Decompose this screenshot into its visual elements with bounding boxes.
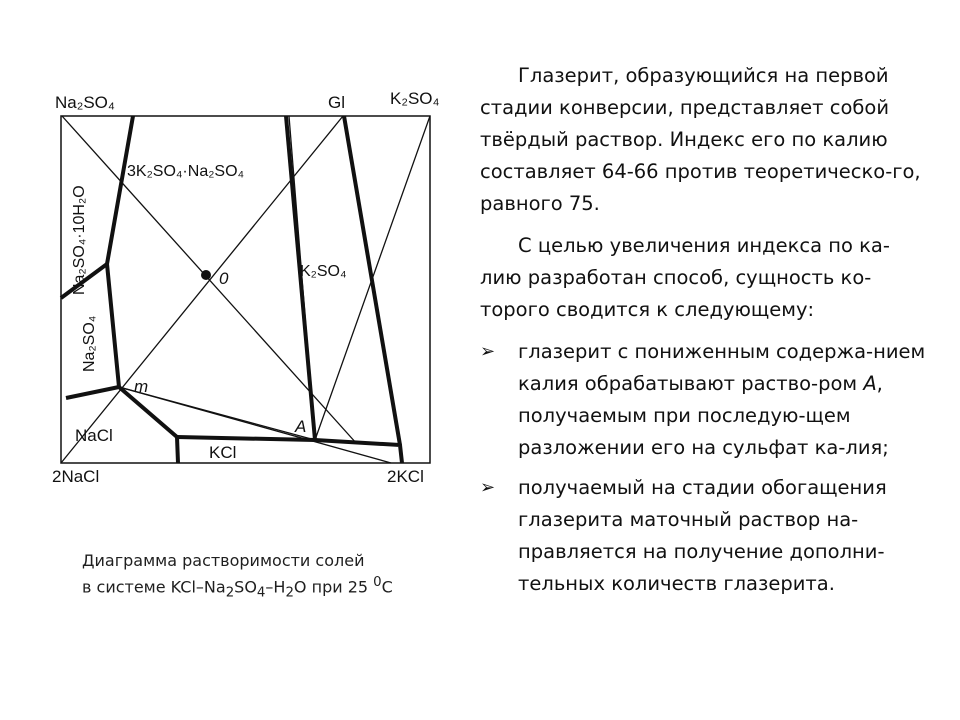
corner-label-na2so4: Na₂SO₄ [55, 93, 115, 112]
corner-label-2kcl: 2KCl [387, 467, 424, 486]
paragraph-method: С целью увеличения индекса по ка-лию разработан способ, сущность ко-торого сводится к следующему: [480, 234, 890, 321]
point-label-a: A [295, 417, 307, 436]
point-label-m: m [134, 377, 149, 396]
bullet-item-1 [480, 336, 930, 464]
caption-part: O при 25 [293, 577, 374, 597]
point-label-o: 0 [219, 269, 229, 288]
arrow-bullet-icon: ➢ [480, 341, 496, 362]
bullet-text-part: глазерит с пониженным содержа-нием калия обрабатывают раство-ром [518, 340, 926, 395]
solution-a-label: А [863, 372, 877, 395]
corner-label-gl: Gl [328, 93, 345, 112]
boundary-k2so4-right [344, 116, 400, 445]
diagram-caption [82, 550, 442, 605]
field-label-mirabilite: Na₂SO₄·10H₂O [71, 185, 88, 295]
caption-part: C [381, 577, 393, 597]
field-label-kcl: KCl [209, 443, 237, 462]
corner-label-k2so4: K₂SO₄ [390, 89, 440, 108]
arrow-bullet-icon: ➢ [480, 477, 496, 498]
boundary-glaserite-left [107, 116, 133, 387]
solubility-diagram [0, 0, 470, 500]
bullet-text-part: , получаемым при последую-щем разложении его на сульфат ка-лия; [518, 372, 889, 459]
line-m-to-kcl [119, 387, 391, 463]
caption-sub: 2 [225, 585, 235, 601]
point-o-dot [201, 270, 211, 280]
caption-sub: 4 [256, 585, 266, 601]
caption-line-2 [82, 572, 442, 605]
corner-label-2nacl: 2NaCl [52, 467, 100, 486]
caption-part: –H [265, 577, 286, 597]
caption-sub: 2 [285, 585, 294, 601]
caption-part: в системе KCl–Na [82, 577, 226, 597]
field-label-glaserite: 3K₂SO₄·Na₂SO₄ [127, 163, 245, 180]
field-label-thenardite: Na₂SO₄ [81, 315, 98, 372]
bullet-item-2 [480, 472, 930, 600]
bullet-text-2: получаемый на стадии обогащения глазерита маточный раствор на-правляется на получение дополни-тельных количеств глазерита. [518, 476, 887, 595]
field-label-nacl: NaCl [75, 426, 113, 445]
caption-sup: 0 [373, 575, 382, 590]
caption-line-1: Диаграмма растворимости солей [82, 551, 365, 570]
paragraph-glaserite: Глазерит, образующийся на первой стадии конверсии, представляет собой твёрдый раствор. Индекс его по калию составляет 64-66 против теоретическо-го, равного 75. [480, 64, 921, 215]
field-label-k2so4: K₂SO₄ [300, 263, 347, 280]
bullet-text-1 [518, 336, 930, 464]
slide-text [480, 60, 930, 608]
caption-part: SO [234, 577, 257, 597]
